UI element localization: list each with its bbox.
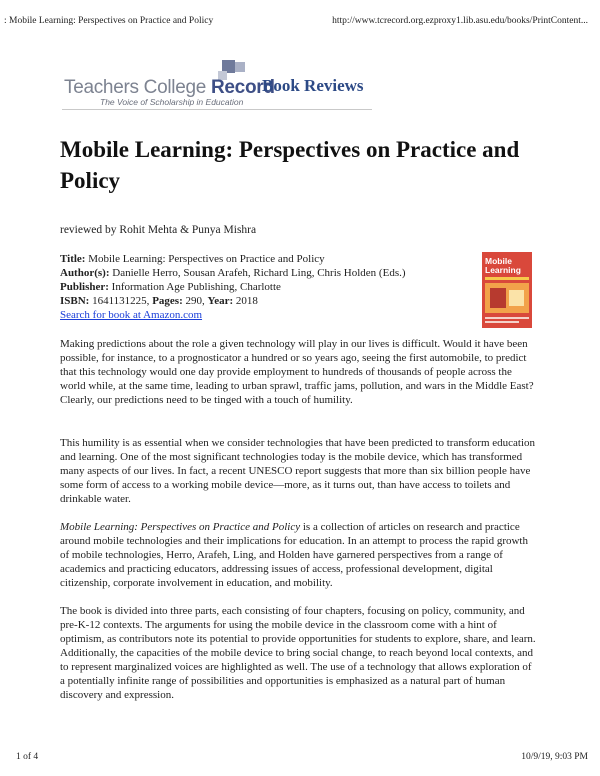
book-isbn-row: ISBN: 1641131225, Pages: 290, Year: 2018 bbox=[60, 295, 258, 307]
amazon-link[interactable]: Search for book at Amazon.com bbox=[60, 309, 203, 321]
print-timestamp: 10/9/19, 9:03 PM bbox=[521, 752, 588, 762]
page-title: Mobile Learning: Perspectives on Practice and Policy bbox=[60, 137, 520, 193]
paragraph-3: Mobile Learning: Perspectives on Practice and Policy is a collection of articles on research and practice around mobile technologies and their implications for education. In an attempt to process the rapid growth of mobile technologies, Herro, Arafeh, Ling, and Holden have garnered perspectives from a range of academics and practicing educators, addressing issues of access, professional development, digital citizenship, corporate involvement in education, and mobility. bbox=[60, 521, 528, 589]
print-header-title: : Mobile Learning: Perspectives on Practice and Policy bbox=[4, 16, 214, 26]
book-publisher-row: Publisher: Information Age Publishing, Charlotte bbox=[60, 281, 281, 293]
page-number: 1 of 4 bbox=[16, 752, 39, 762]
logo-square-icon bbox=[235, 62, 245, 72]
logo-wordmark: Teachers College Record bbox=[64, 77, 275, 98]
logo-tagline: The Voice of Scholarship in Education bbox=[100, 97, 244, 107]
cover-title: Mobile Learning bbox=[485, 256, 521, 275]
book-authors-row: Author(s): Danielle Herro, Sousan Arafeh, Richard Ling, Chris Holden (Eds.) bbox=[60, 267, 406, 279]
print-header-url: http://www.tcrecord.org.ezproxy1.lib.asu.edu/books/PrintContent... bbox=[332, 16, 588, 26]
book-metadata bbox=[60, 252, 480, 322]
book-title-row: Title: Mobile Learning: Perspectives on Practice and Policy bbox=[60, 253, 325, 265]
paragraph-2: This humility is as essential when we consider technologies that have been predicted to transform education and learning. One of the most significant technologies today is the mobile device, which has transformed many aspects of our lives. In fact, a recent UNESCO report suggests that more than six billion people have some form of access to a working mobile device—more, as it turns out, than have access to toilets and drinkable water. bbox=[60, 437, 536, 505]
paragraph-4: The book is divided into three parts, each consisting of four chapters, focusing on policy, community, and pre-K-12 contexts. The arguments for using the mobile device in the classroom come with a hint of optimism, as contributors note its potential to provide opportunities for students to explore, share, and learn. Additionally, the capacities of the mobile device to bring social change, to reach beyond local contexts, and to represent marginalized voices are highlighted as well. The use of a technology that allows exploration of a potentially infinite range of possibilities and opportunities is emphasized as a natural part of human discovery and expression. bbox=[60, 605, 536, 701]
logo-divider bbox=[62, 109, 372, 110]
paragraph-1: Making predictions about the role a given technology will play in our lives is difficult. Would it have been possible, for instance, to a prognosticator a hundred or so years ago, seeing the first automobile, to predict that this technology would one day provide employment to hundreds of thousands of people across the world while, at the same time, leading to urban sprawl, traffic jams, pollution, and wars in the Middle East? Clearly, our predictions need to be tinged with a touch of humility. bbox=[60, 338, 534, 406]
book-cover-image[interactable] bbox=[482, 252, 532, 328]
section-label: Book Reviews bbox=[262, 76, 364, 95]
reviewer-byline: reviewed by Rohit Mehta & Punya Mishra bbox=[60, 224, 257, 236]
